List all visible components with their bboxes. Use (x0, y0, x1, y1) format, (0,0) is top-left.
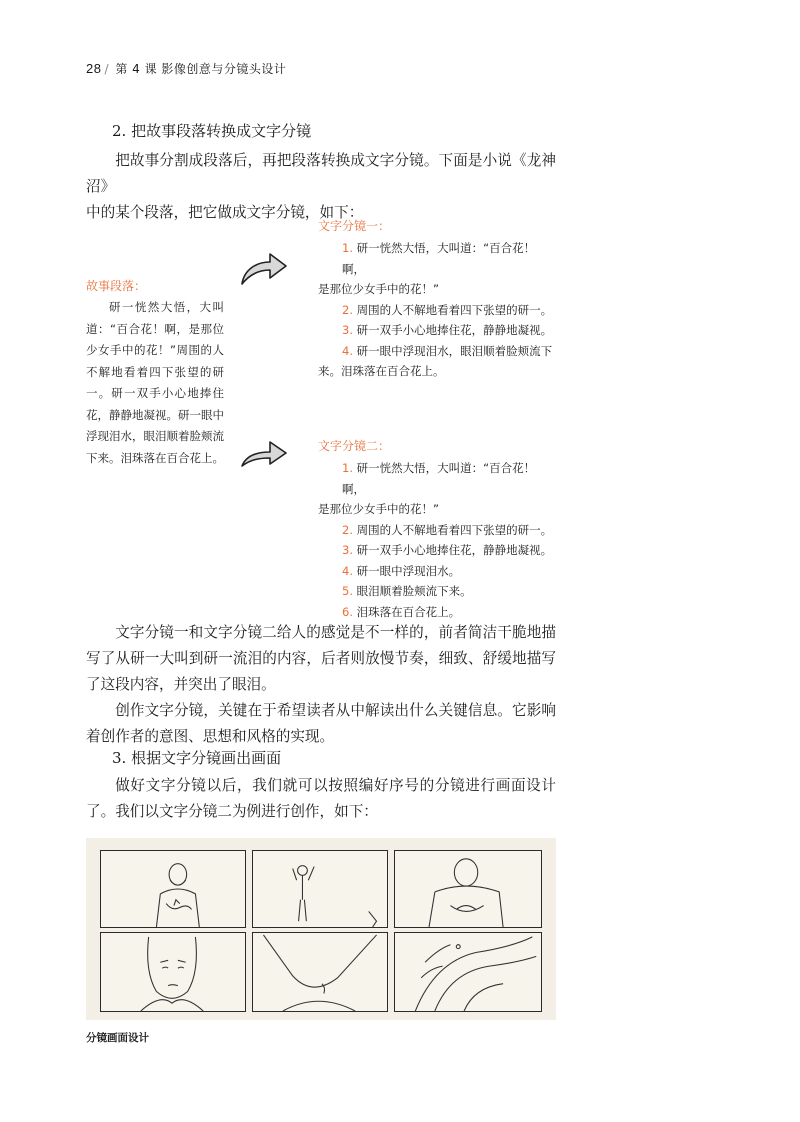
section-2-intro (86, 148, 556, 226)
item-text: 周围的人不解地看着四下张望的研一。 (356, 522, 553, 537)
man-holding-flower-illustration (101, 851, 245, 927)
sketch-panel-5 (252, 932, 388, 1012)
section-3-paragraph: 做好文字分镜以后，我们就可以按照编好序号的分镜进行画面设计了。我们以文字分镜二为例进行创作，如下： (86, 777, 556, 820)
sketch-panel-2 (252, 850, 388, 928)
lesson-title: 第 4 课 影像创意与分镜头设计 (115, 62, 287, 76)
item-text: 研一恍然大悟，大叫道：“百合花！啊， (342, 461, 536, 496)
standing-figure-illustration (253, 851, 387, 927)
item-text: 研一恍然大悟，大叫道：“百合花！啊， (342, 241, 536, 276)
sketch-panel-3 (394, 850, 542, 928)
sb2-item-5 (318, 581, 558, 602)
sb2-item-2 (318, 520, 558, 541)
sb1-item-2 (318, 300, 558, 321)
section-3-intro (86, 773, 556, 825)
tear-on-cheek-illustration (253, 933, 387, 1011)
sb2-item-4 (318, 561, 558, 582)
item-number: 1. (342, 461, 353, 475)
item-number: 5. (342, 584, 353, 598)
face-closeup-illustration (101, 933, 245, 1011)
storyboard-1 (318, 217, 558, 382)
curved-arrow-icon (238, 248, 290, 288)
intro-line-2: 中的某个段落，把它做成文字分镜，如下： (86, 204, 364, 221)
item-text: 研一双手小心地捧住花，静静地凝视。 (356, 543, 553, 557)
item-number: 4. (342, 343, 353, 358)
discussion (86, 620, 556, 750)
sb1-item-4 (318, 341, 558, 362)
item-number: 1. (342, 241, 353, 255)
discussion-paragraph-2: 创作文字分镜，关键在于希望读者从中解读出什么关键信息。它影响着创作者的意图、思想和风格的实现。 (86, 702, 556, 745)
item-text: 泪珠落在百合花上。 (356, 604, 461, 619)
page-number: 28 (86, 61, 102, 76)
storyboard-1-title: 文字分镜一： (318, 219, 391, 233)
item-text: 眼泪顺着脸颊流下来。 (356, 584, 472, 598)
sb1-item-1-cont: 是那位少女手中的花！” (318, 282, 439, 296)
sb2-item-1-cont: 是那位少女手中的花！” (318, 502, 439, 516)
header-separator: / (104, 62, 110, 76)
item-text: 研一眼中浮现泪水。 (356, 563, 461, 578)
item-number: 3. (342, 323, 353, 337)
sb1-item-4-cont: 来。泪珠落在百合花上。 (318, 364, 445, 378)
discussion-paragraph-1: 文字分镜一和文字分镜二给人的感觉是不一样的，前者简洁干脆地描写了从研一大叫到研一流泪的内容，后者则放慢节奏，细致、舒缓地描写了这段内容，并突出了眼泪。 (86, 624, 556, 693)
item-text: 周围的人不解地看着四下张望的研一。 (356, 302, 553, 317)
figure-caption: 分镜画面设计 (86, 1032, 149, 1044)
storyboard-2 (318, 437, 558, 622)
item-text: 研一双手小心地捧住花，静静地凝视。 (356, 323, 553, 337)
story-text: 研一恍然大悟，大叫道：“百合花！啊，是那位少女手中的花！”周围的人不解地看着四下张望的研一。研一双手小心地捧住花，静静地凝视。研一眼中浮现泪水，眼泪顺着脸颊流下来。泪珠落在百合花上。 (86, 300, 224, 465)
item-number: 4. (342, 563, 353, 578)
storyboard-sketch-figure (86, 838, 556, 1020)
sketch-panel-4 (100, 932, 246, 1012)
item-number: 2. (342, 302, 353, 317)
sb2-item-1 (318, 458, 558, 499)
section-2-heading: 2. 把故事段落转换成文字分镜 (112, 122, 312, 140)
storyboard-2-title: 文字分镜二： (318, 439, 391, 453)
lily-flower-illustration (395, 933, 541, 1011)
curved-arrow-icon (238, 436, 290, 470)
sketch-panel-6 (394, 932, 542, 1012)
running-header (86, 60, 286, 77)
sketch-panel-1 (100, 850, 246, 928)
item-text: 研一眼中浮现泪水，眼泪顺着脸颊流下 (356, 343, 553, 358)
story-title: 故事段落： (86, 279, 147, 293)
cupped-hands-illustration (395, 851, 541, 927)
sb2-item-3 (318, 540, 558, 561)
item-number: 3. (342, 543, 353, 557)
intro-line-1: 把故事分割成段落后，再把段落转换成文字分镜。下面是小说《龙神沼》 (86, 152, 556, 195)
section-3-heading: 3. 根据文字分镜画出画面 (112, 749, 282, 767)
item-number: 6. (342, 604, 353, 619)
sb1-item-3 (318, 320, 558, 341)
item-number: 2. (342, 522, 353, 537)
sb2-item-6 (318, 602, 558, 623)
sb1-item-1 (318, 238, 558, 279)
